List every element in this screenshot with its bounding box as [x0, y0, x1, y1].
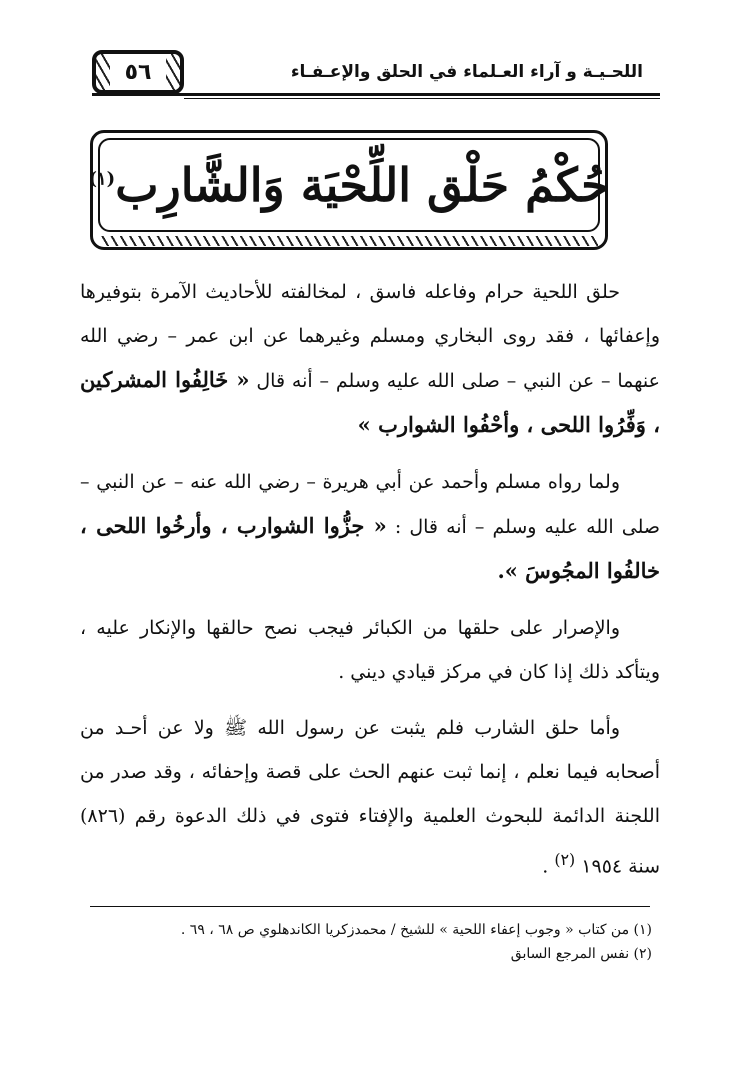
chapter-title-text: حُكْمُ حَلْق اللِّحْيَة وَالشَّارِب — [115, 158, 610, 212]
header-divider-thin — [184, 98, 660, 99]
footnote-1: (١) من كتاب « وجوب إعفاء اللحية » للشيخ / محمدزكريا الكاندهلوي ص ٦٨ ، ٦٩ . — [180, 922, 652, 938]
paragraph-4-end: . — [542, 855, 555, 878]
footnote-2: (٢) نفس المرجع السابق — [510, 946, 652, 962]
hadith-quote-1: « خَالِفُوا المشركين ، وَفِّرُوا اللحى ، وأحْفُوا الشوارب » — [80, 367, 660, 437]
title-hatch-decoration — [100, 236, 598, 246]
header-divider — [92, 93, 660, 96]
paragraph-1 — [80, 270, 660, 448]
footnote-ref-2: (٢) — [554, 850, 576, 869]
page-number: ٥٦ — [124, 59, 152, 85]
page-number-badge — [92, 50, 184, 94]
chapter-title — [88, 158, 609, 212]
title-footnote-marker: (١) — [88, 168, 116, 190]
footnotes — [80, 918, 652, 966]
running-title: اللحـيـة و آراء العـلماء في الحلق والإعـفـاء — [290, 62, 643, 82]
paragraph-4-text: وأما حلق الشارب فلم يثبت عن رسول الله ﷺ ولا عن أحـد من أصحابه فيما نعلم ، إنما ثبت عنهم الحث على قصة وإحفائه ، وقد صدر من اللجنة الدائمة للبحوث العلمية والإفتاء فتوى في ذلك الدعوة رقم (٨٢٦) سنة ١٩٥٤ — [80, 717, 660, 878]
paragraph-3: والإصرار على حلقها من الكبائر فيجب نصح حالقها والإنكار عليه ، ويتأكد ذلك إذا كان في مركز قيادي ديني . — [80, 617, 660, 683]
chapter-title-frame — [90, 130, 608, 250]
title-box — [88, 138, 610, 232]
paragraph-2 — [80, 460, 660, 594]
paragraph-4 — [80, 706, 660, 888]
hadith-quote-2: « جزُّوا الشوارب ، وأرخُوا اللحى ، خالفُوا المجُوسَ ». — [80, 513, 660, 583]
body-text — [80, 270, 660, 900]
footnote-divider — [90, 906, 650, 907]
paragraph-1-text: حلق اللحية حرام وفاعله فاسق ، لمخالفته للأحاديث الآمرة بتوفيرها وإعفائها ، فقد روى البخاري ومسلم وغيرهما عن ابن عمر – رضي الله عنهما – عن النبي – صلى الله عليه وسلم – أنه قال — [80, 281, 660, 392]
paragraph-2-text: ولما رواه مسلم وأحمد عن أبي هريرة – رضي الله عنه – عن النبي – صلى الله عليه وسلم – أنه قال : — [80, 471, 661, 538]
